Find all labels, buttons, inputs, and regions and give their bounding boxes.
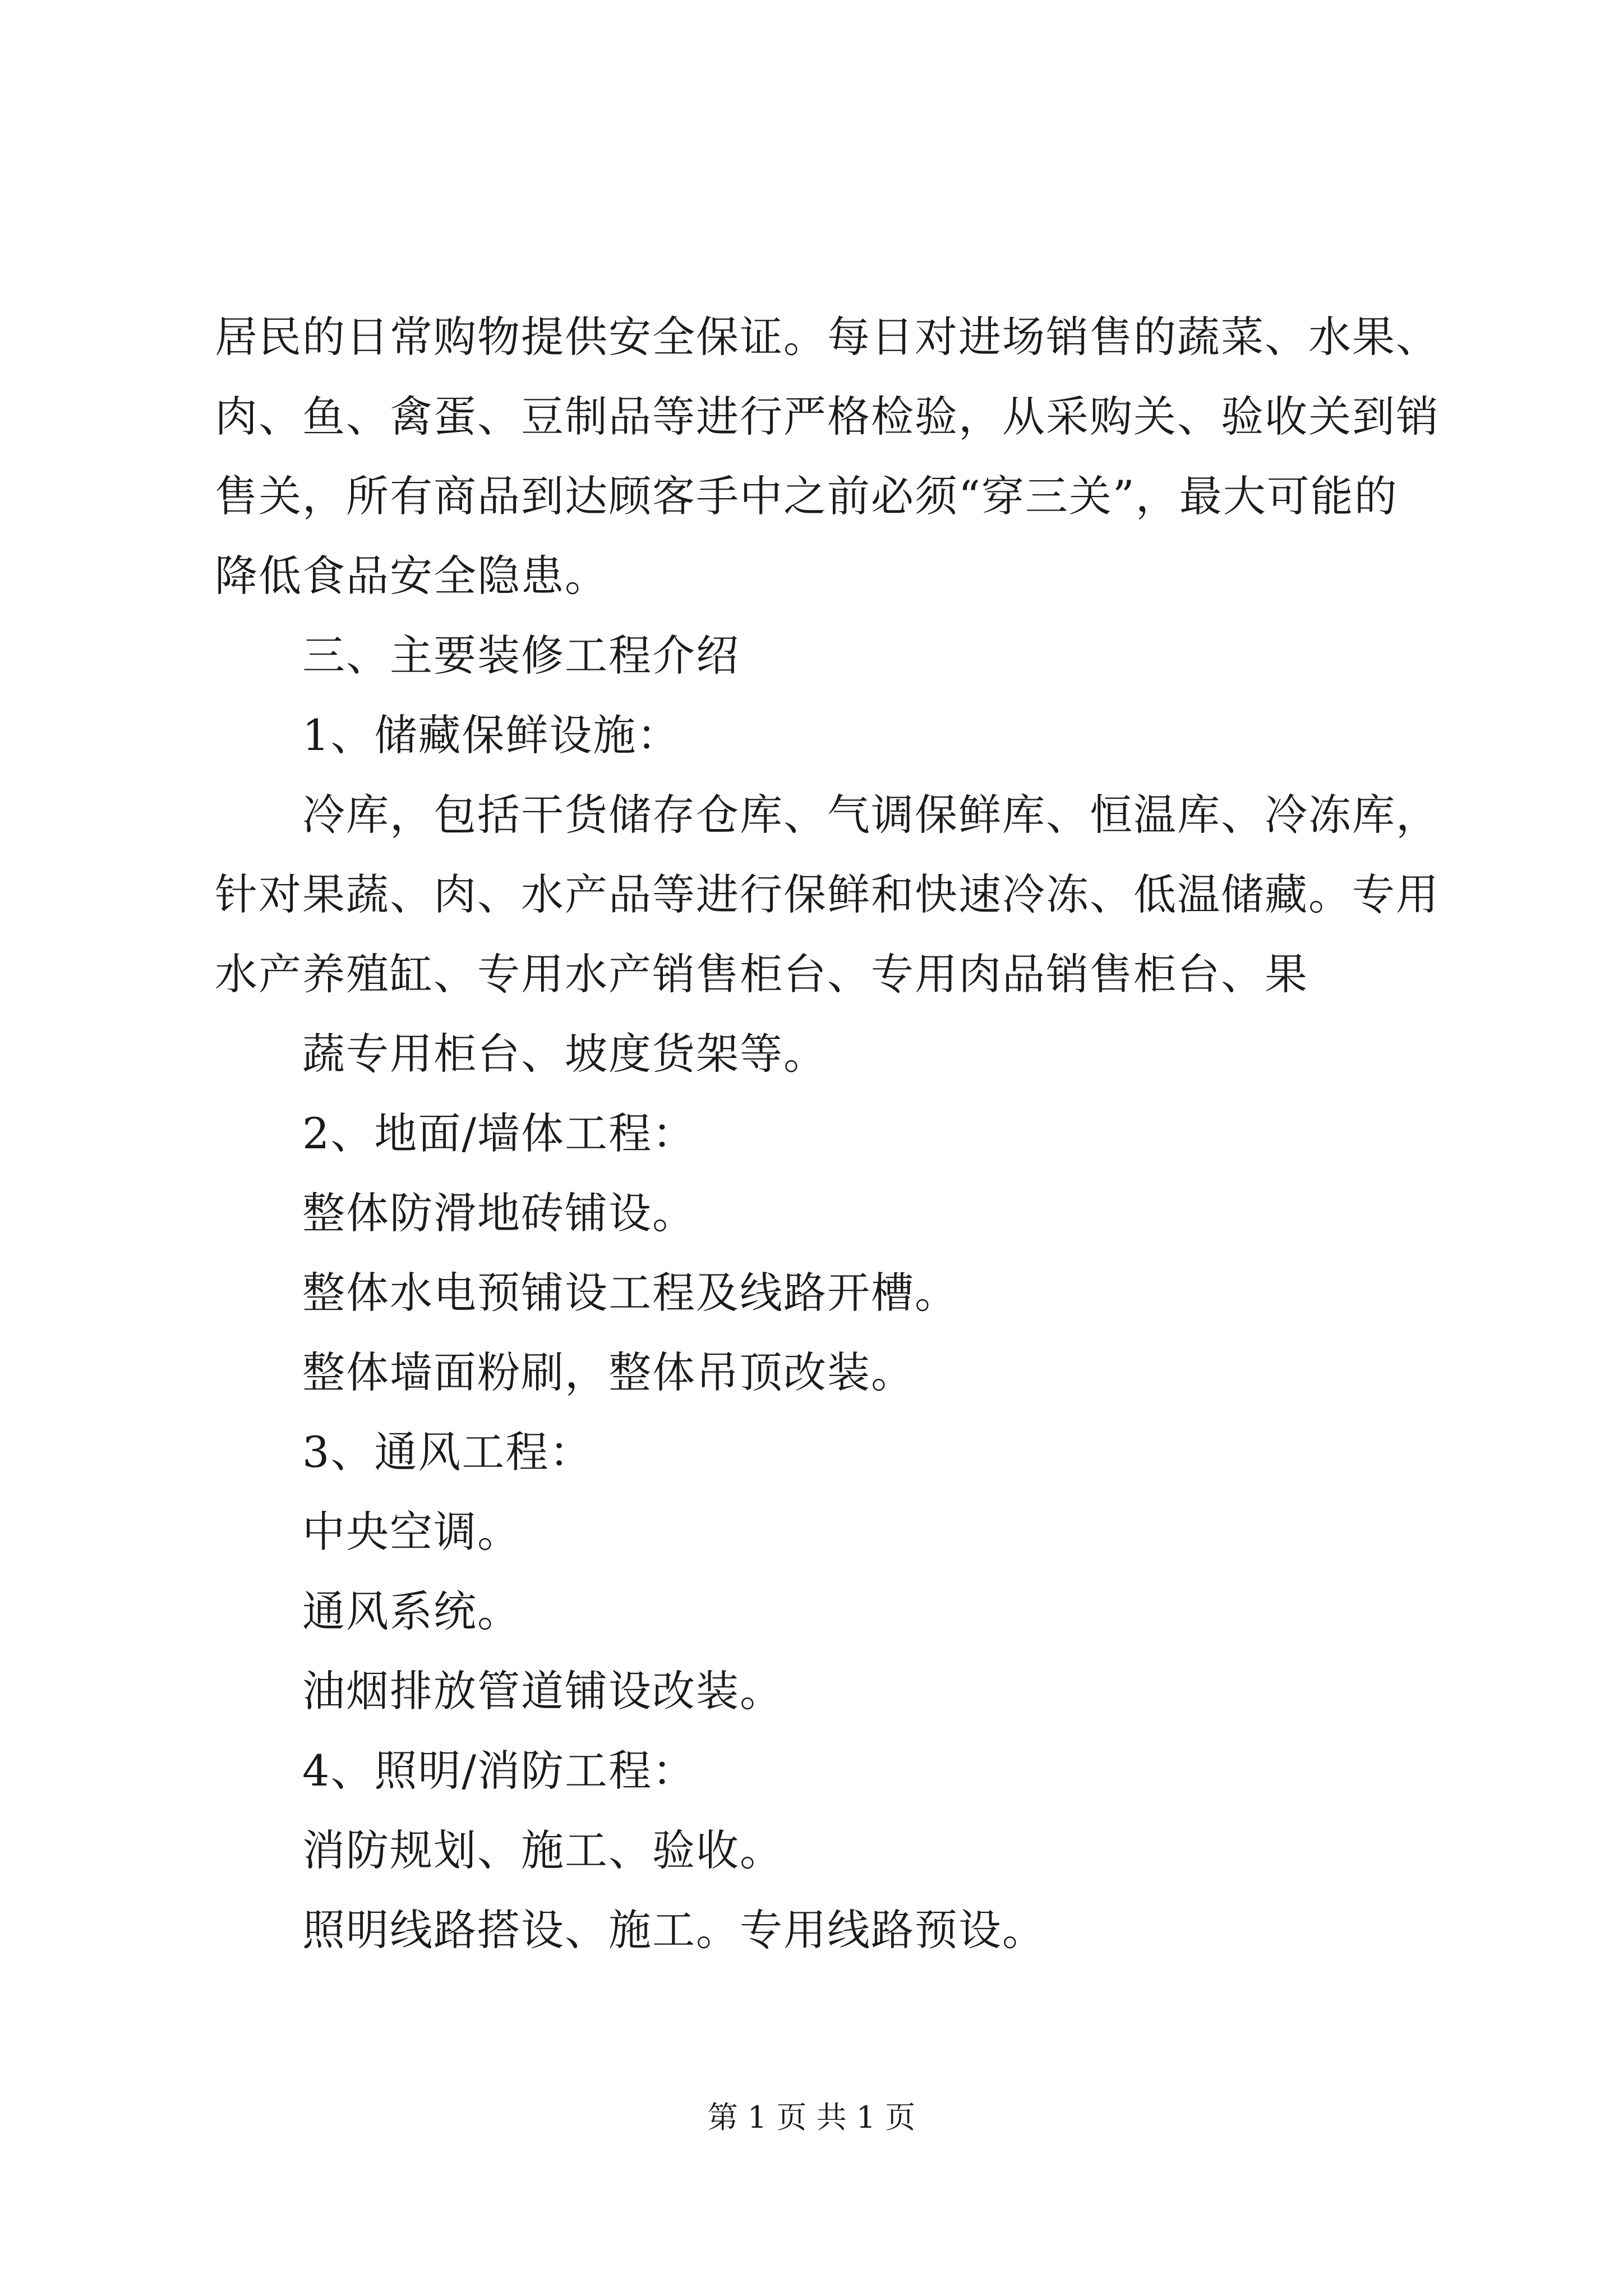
paragraph-line: 降低食品安全隐患。 — [215, 551, 608, 601]
paragraph-line: 通风系统。 — [302, 1586, 521, 1636]
subsection-heading: 1、储藏保鲜设施： — [302, 710, 681, 760]
paragraph-line: 油烟排放管道铺设改装。 — [302, 1666, 783, 1716]
section-heading: 三、主要装修工程介绍 — [302, 631, 740, 680]
paragraph-line: 照明线路搭设、施工。专用线路预设。 — [302, 1905, 1046, 1955]
paragraph-line: 蔬专用柜台、坡度货架等。 — [302, 1029, 827, 1079]
paragraph-line: 针对果蔬、肉、水产品等进行保鲜和快速冷冻、低温储藏。专用 — [215, 869, 1440, 919]
paragraph-line: 冷库，包括干货储存仓库、气调保鲜库、恒温库、冷冻库， — [302, 790, 1440, 840]
subsection-heading: 2、地面/墙体工程： — [302, 1108, 696, 1158]
paragraph-line: 整体墙面粉刷，整体吊顶改装。 — [302, 1347, 915, 1397]
subsection-heading: 4、照明/消防工程： — [302, 1746, 696, 1796]
paragraph-line: 整体防滑地砖铺设。 — [302, 1188, 696, 1238]
paragraph-line: 消防规划、施工、验收。 — [302, 1825, 783, 1875]
paragraph-line: 售关，所有商品到达顾客手中之前必须“穿三关”，最大可能的 — [215, 471, 1398, 521]
page-number-label: 第 1 页 共 1 页 — [707, 2100, 916, 2135]
paragraph-line: 水产养殖缸、专用水产销售柜台、专用肉品销售柜台、果 — [215, 949, 1308, 999]
subsection-heading: 3、通风工程： — [302, 1427, 593, 1477]
paragraph-line: 整体水电预铺设工程及线路开槽。 — [302, 1268, 958, 1318]
page-footer — [0, 2098, 1623, 2137]
paragraph-line: 居民的日常购物提供安全保证。每日对进场销售的蔬菜、水果、 — [215, 312, 1440, 362]
paragraph-line: 中央空调。 — [302, 1507, 521, 1557]
paragraph-line: 肉、鱼、禽蛋、豆制品等进行严格检验，从采购关、验收关到销 — [215, 392, 1440, 441]
document-body — [215, 297, 1440, 1970]
